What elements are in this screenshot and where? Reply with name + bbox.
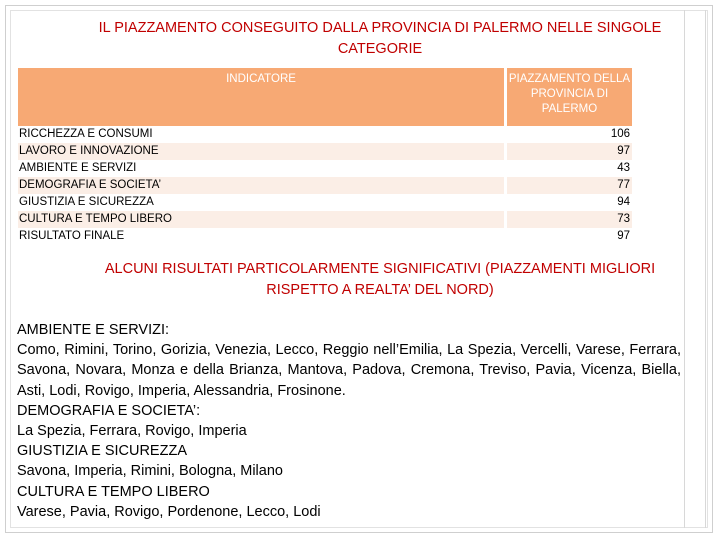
- indicator-cell: DEMOGRAFIA E SOCIETA’: [18, 177, 504, 194]
- results-body: [17, 320, 681, 522]
- table-row: [18, 143, 632, 160]
- table-row: [18, 160, 632, 177]
- section-text: Varese, Pavia, Rovigo, Pordenone, Lecco, Lodi: [17, 503, 321, 520]
- table-header-placement: PIAZZAMENTO DELLA PROVINCIA DI PALERMO: [507, 68, 632, 126]
- placement-cell: 73: [507, 211, 632, 228]
- indicator-cell: RISULTATO FINALE: [18, 228, 504, 245]
- placement-cell: 97: [507, 228, 632, 245]
- table-row: [18, 126, 632, 143]
- table-row: [18, 177, 632, 194]
- table-header-indicator: INDICATORE: [18, 68, 504, 126]
- section-heading: CULTURA E TEMPO LIBERO: [17, 483, 210, 500]
- section-heading: DEMOGRAFIA E SOCIETA’:: [17, 402, 201, 419]
- section-subtitle: ALCUNI RISULTATI PARTICOLARMENTE SIGNIFICATIVI (PIAZZAMENTI MIGLIORI RISPETTO A REALTA’ DEL NORD): [104, 261, 656, 298]
- indicator-cell: AMBIENTE E SERVIZI: [18, 160, 504, 177]
- table-row: [18, 211, 632, 228]
- indicator-cell: LAVORO E INNOVAZIONE: [18, 143, 504, 160]
- section-text: Savona, Imperia, Rimini, Bologna, Milano: [17, 463, 283, 480]
- placement-cell: 94: [507, 194, 632, 211]
- placement-cell: 106: [507, 126, 632, 143]
- section-heading: GIUSTIZIA E SICUREZZA: [17, 443, 187, 460]
- table-row: [18, 228, 632, 245]
- section-heading: AMBIENTE E SERVIZI:: [17, 322, 170, 338]
- section-text: La Spezia, Ferrara, Rovigo, Imperia: [17, 423, 247, 440]
- placement-cell: 77: [507, 177, 632, 194]
- placement-cell: 97: [507, 143, 632, 160]
- section-text: Como, Rimini, Torino, Gorizia, Venezia, Lecco, Reggio nell’Emilia, La Spezia, Vercelli, Varese, Ferrara, Savona, Novara, Monza e della Brianza, Mantova, Padova, Cremona, Treviso, Pavia, Vicenza, Biella, Asti, Lodi, Rovigo, Imperia, Alessandria, Frosinone.: [17, 342, 681, 399]
- indicator-cell: GIUSTIZIA E SICUREZZA: [18, 194, 504, 211]
- indicator-cell: CULTURA E TEMPO LIBERO: [18, 211, 504, 228]
- indicator-cell: RICCHEZZA E CONSUMI: [18, 126, 504, 143]
- page-title: IL PIAZZAMENTO CONSEGUITO DALLA PROVINCIA DI PALERMO NELLE SINGOLE CATEGORIE: [98, 20, 662, 57]
- table-row: [18, 194, 632, 211]
- placement-cell: 43: [507, 160, 632, 177]
